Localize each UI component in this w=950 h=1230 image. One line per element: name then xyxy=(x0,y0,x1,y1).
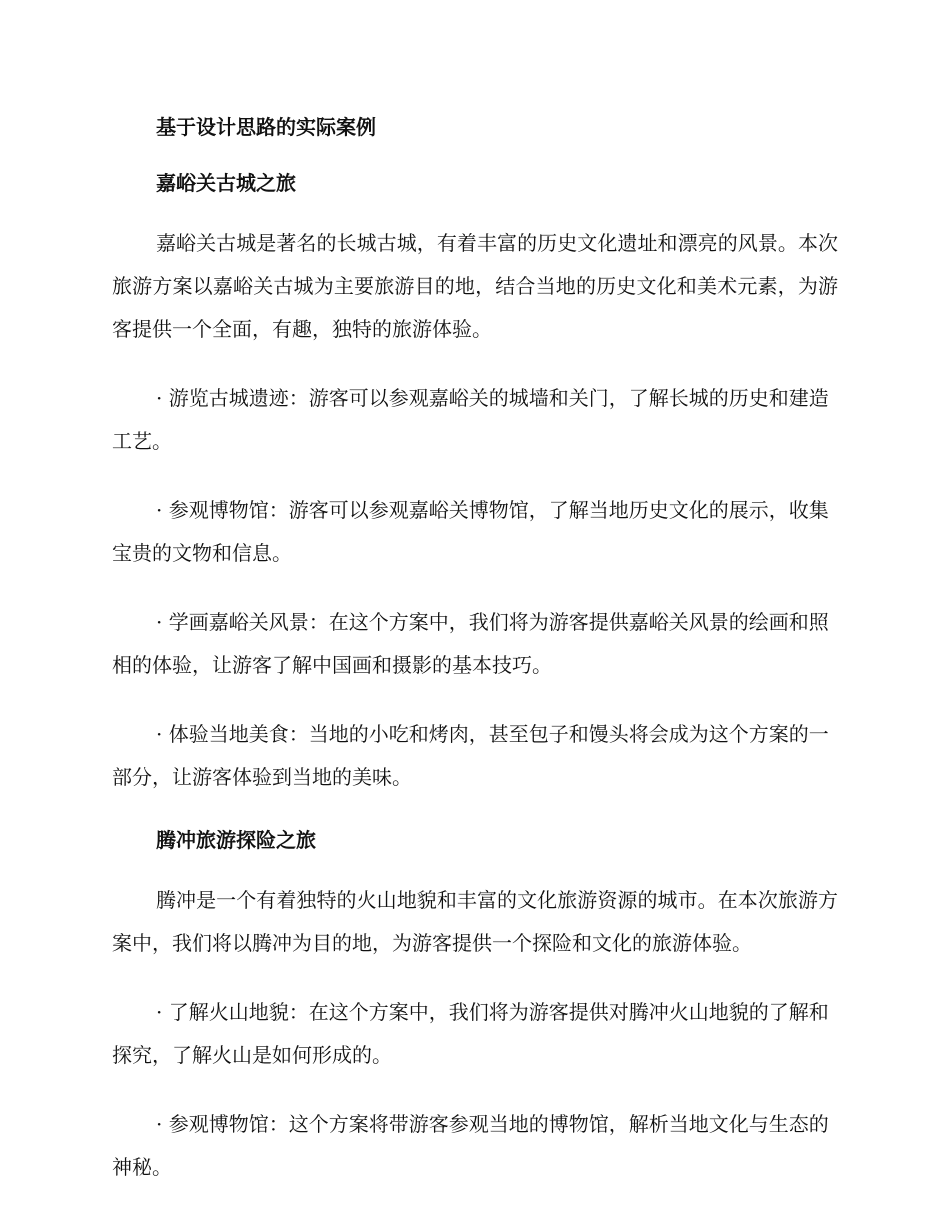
section-intro: 腾冲是一个有着独特的火山地貌和丰富的文化旅游资源的城市。在本次旅游方案中，我们将以腾冲为目的地，为游客提供一个探险和文化的旅游体验。 xyxy=(112,888,838,955)
bullet-item: · 体验当地美食：当地的小吃和烤肉，甚至包子和馒头将会成为这个方案的一部分，让游客体验到当地的美味。 xyxy=(112,722,829,789)
bullet-item: · 学画嘉峪关风景：在这个方案中，我们将为游客提供嘉峪关风景的绘画和照相的体验，让游客了解中国画和摄影的基本技巧。 xyxy=(112,610,829,677)
bullet-item: · 参观博物馆：游客可以参观嘉峪关博物馆，了解当地历史文化的展示，收集宝贵的文物和信息。 xyxy=(112,498,829,565)
section-heading: 腾冲旅游探险之旅 xyxy=(156,828,316,852)
section-tengchong xyxy=(112,825,838,1189)
section-intro: 嘉峪关古城是著名的长城古城，有着丰富的历史文化遗址和漂亮的风景。本次旅游方案以嘉峪关古城为主要旅游目的地，结合当地的历史文化和美术元素，为游客提供一个全面，有趣，独特的旅游体验。 xyxy=(112,231,838,341)
section-jiayuguan xyxy=(112,168,838,799)
bullet-item: · 游览古城遗迹：游客可以参观嘉峪关的城墙和关门，了解长城的历史和建造工艺。 xyxy=(112,386,829,453)
bullet-item: · 了解火山地貌：在这个方案中，我们将为游客提供对腾冲火山地貌的了解和探究，了解火山是如何形成的。 xyxy=(112,1000,829,1067)
bullet-item: · 参观博物馆：这个方案将带游客参观当地的博物馆，解析当地文化与生态的神秘。 xyxy=(112,1112,829,1179)
document-title: 基于设计思路的实际案例 xyxy=(156,115,376,139)
section-heading: 嘉峪关古城之旅 xyxy=(156,171,296,195)
